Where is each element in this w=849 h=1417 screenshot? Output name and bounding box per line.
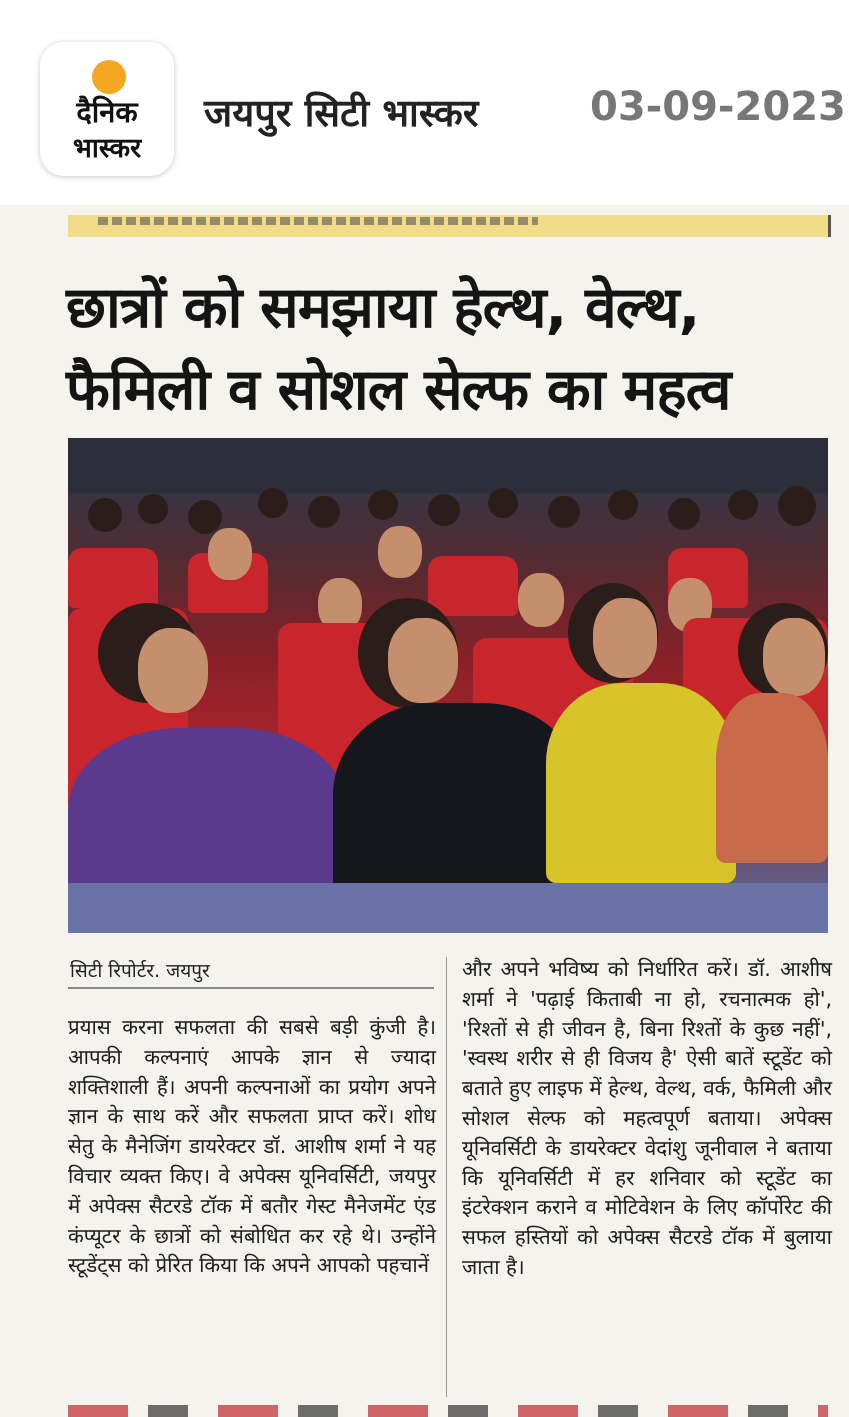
article-column-2: और अपने भविष्य को निर्धारित करें। डॉ. आशीष शर्मा ने 'पढ़ाई किताबी ना हो, रचनात्मक हो', 'रिश्तों से ही जीवन है, बिना रिश्तों के कुछ नहीं', 'स्वस्थ शरीर से ही विजय है' ऐसी बातें स्टूडेंट को बताते हुए लाइफ में हेल्थ, वेल्थ, वर्क, फैमिली और सोशल सेल्फ को महत्वपूर्ण बताया। अपेक्स यूनिवर्सिटी के डायरेक्टर वेदांशु जूनीवाल ने बताया कि यूनिवर्सिटी में हर शनिवार को स्टूडेंट का इंटरेक्शन कराने व मोटिवेशन के लिए कॉर्पोरेट की सफल हस्तियों को अपेक्स सैटरडे टॉक में बुलाया जाता है। [462,957,832,1279]
sun-dot-icon [92,60,126,94]
edition-name: जयपुर सिटी भास्कर [204,91,479,135]
newspaper-clipping [0,205,849,1417]
previous-article-strip [68,215,831,237]
logo-text-bottom: भास्कर [72,133,142,164]
logo-text-top: दैनिक [76,95,138,129]
byline-divider [68,987,434,989]
header-bar [0,0,849,205]
column-divider [446,957,447,1397]
byline: सिटी रिपोर्टर. जयपुर [70,960,210,982]
event-photo [68,438,828,933]
headline-line-1: छात्रों को समझाया हेल्थ, वेल्थ, [66,275,700,341]
headline-line-2: फैमिली व सोशल सेल्फ का महत्व [66,357,731,423]
article-column-1: प्रयास करना सफलता की सबसे बड़ी कुंजी है। आपकी कल्पनाएं आपके ज्ञान से ज्यादा शक्तिशाली हैं। अपनी कल्पनाओं का प्रयोग अपने ज्ञान के साथ करें और सफलता प्राप्त करें। शोध सेतु के मैनेजिंग डायरेक्टर डॉ. आशीष शर्मा ने यह विचार व्यक्त किए। वे अपेक्स यूनिवर्सिटी, जयपुर में अपेक्स सैटरडे टॉक में बतौर गेस्ट मैनेजमेंट एंड कंप्यूटर के छात्रों को संबोधित कर रहे थे। उन्होंने स्टूडेंट्स को प्रेरित किया कि अपने आपको पहचानें [68,1015,436,1278]
headline [66,267,836,431]
next-article-strip [68,1405,828,1417]
publish-date: 03-09-2023 [590,84,846,130]
dainik-bhaskar-logo[interactable] [40,42,174,176]
